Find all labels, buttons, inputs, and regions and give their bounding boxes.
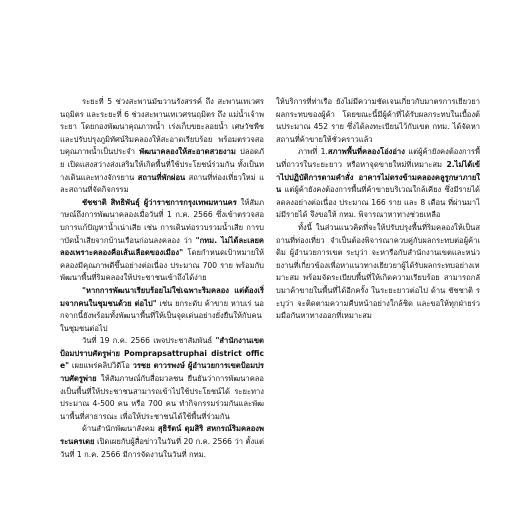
bold-text: "สำนักงานเขตป้อมปราบศัตรูพ่าย Pomprapsattruphai district office" <box>60 336 264 371</box>
left-column-paragraph <box>60 423 264 461</box>
body-text: วันที่ 19 ก.ค. 2566 เพจประชาสัมพันธ์ <box>82 336 216 346</box>
body-text: ให้สัมภาษณ์ถึงการพัฒนาคลองเมื่อวันที่ 1 ก.ค. 2566 ซึ่งเข้าตรวจสอบการแก้ปัญหาน้ำเน่าเสีย เช่น การเดินท่อรวบรวมน้ำเสีย การบำบัดน้ำเสียจากบ้านเรือนก่อนลงคลอง ว่า <box>60 197 264 245</box>
bold-text: สภาพพื้นที่คลองโอ่งอ่าง <box>327 147 405 157</box>
bold-text: สถานที่พักผ่อน <box>137 172 186 182</box>
right-text-column <box>276 96 480 468</box>
body-text: แต่ผู้ค้ายังคงต้องการพื้นที่ถาวรในระยะยาว หรือหาจุดขายใหม่ที่เหมาะสม <box>276 147 480 169</box>
body-text: ปลอดภัย เปิดแสงสว่างส่งเสริมให้เกิดพื้นที่ใช้ประโยชน์ร่วมกัน ทั้งเป็นทางเดินและทางจักรยาน <box>60 147 264 182</box>
bold-text: วรชย ตาวรพงษ์ ผู้อำนวยการเขตป้อมปราบศัตรูพ่าย <box>60 361 264 384</box>
body-text: สถานที่ท่องเที่ยวใหม่ และสถานที่จัดกิจกรรม <box>60 172 264 195</box>
body-text: ระยะที่ 5 ช่วงสะพานมัฆวานรังสรรค์ ถึง สะพานเทเวศรนฤมิตร และระยะที่ 6 ช่วงสะพานเทเวศรนฤมิตร ถึง แม่น้ำเจ้าพระยา โดยกองพัฒนาคุณภาพน้ำ เร่งเก็บขยะลอยน้ำ เศษวัชพืช และปรับปรุงภูมิทัศน์ริมคลองให้สะอาดเรียบร้อย พร้อมตรวจสอบคุณภาพน้ำเป็นประจำ <box>60 97 264 157</box>
left-column-paragraph <box>60 285 264 335</box>
left-column-paragraph <box>60 197 264 285</box>
body-text: โดยกำหนดเป้าหมายให้คลองมีคุณภาพดีขึ้นอย่างต่อเนื่อง ประมาณ 700 ราย พร้อมกับพัฒนาพื้นที่ริมคลองให้ประชาชนเข้าถึงได้ง่าย <box>60 248 264 283</box>
bold-text: "กทม. ไม่ได้ละเลยคลองเพราะคลองคือเส้นเลือดของเมือง" <box>60 235 264 258</box>
body-text: ให้บริการที่ท่าเรือ ยังไม่มีความชัดเจนเกี่ยวกับมาตรการเยียวยาผลกระทบของผู้ค้า โดยขณะนี้มีผู้ค้าที่ได้รับผลกระทบในเบื้องต้นประมาณ 452 ราย ซึ่งได้ลงทะเบียนไว้กับเขต กทม. ได้จัดหาสถานที่ค้าขายให้ชั่วคราวแล้ว <box>276 97 480 144</box>
right-column-paragraph <box>276 146 480 222</box>
bold-text: พัฒนาคลองให้สะอาดสวยงาม <box>139 147 236 157</box>
right-column-paragraph <box>276 222 480 323</box>
body-text: ทั้งนี้ ในส่วนแนวคิดที่จะให้ปรับปรุงพื้นที่ริมคลองให้เป็นสถานที่ท่องเที่ยว จำเป็นต้องพิจารณาควบคู่กับผลกระทบต่อผู้ค้าเดิม ผู้อำนวยการเขต ระบุว่า จะหารือกับสำนักงานเขตและหน่วยงานที่เกี่ยวข้องเพื่อหาแนวทางเยียวยาผู้ได้รับผลกระทบอย่างเหมาะสม พร้อมจัดระเบียบพื้นที่ให้เกิดความเรียบร้อย สามารถกลับมาค้าขายในพื้นที่ได้อีกครั้ง ในระยะยาวต่อไป ด้าน ชัชชาติ ระบุว่า จะติดตามความคืบหน้าอย่างใกล้ชิด และขอให้ทุกฝ่ายร่วมมือกันหาทางออกที่เหมาะสม <box>276 222 480 321</box>
body-text: ให้สัมภาษณ์กับสื่อมวลชน ยืนยันว่าการพัฒนาคลองเป็นพื้นที่ให้ประชาชนสามารถเข้าไปใช้ประโยชน์ได้ ระยะทางประมาณ 4-500 คน หรือ 700 คน ทำกิจกรรมร่วมกันและพัฒนาพื้นที่สาธารณะ เพื่อให้ประชาชนได้ใช้พื้นที่ร่วมกัน <box>60 374 264 421</box>
bold-text: สุธิรัตน์ ดุมสิริ สหกรณ์ริมคลองพระนครเดย <box>60 424 264 447</box>
body-text: เผยแพร่คลิปวิดีโอ <box>69 361 133 371</box>
bold-text: 2.ไม่ได้เข้าไปปฏิบัติการตามคำสั่ง อาคารไม่ตรงข้ามคลองคลูรูกษาภายใน <box>276 159 480 195</box>
body-text: ภาพที่ 1. <box>298 147 328 157</box>
body-text: เช่น ยกระดับ ค้าขาย หาบเร่ นอกจากนี้ยังพร้อมทั้งพัฒนาพื้นที่ให้เป็นจุดเด่นอย่างยั่งยืนให้กับคนในชุมชนต่อไป <box>60 298 264 333</box>
body-text: เปิดเผยกับผู้สื่อข่าวในวันที่ 20 ก.ค. 2566 ว่า ตั้งแต่วันที่ 1 ก.ค. 2566 มีการจัดงานในวันที่ กทม. <box>60 437 264 459</box>
left-text-column <box>60 96 264 510</box>
bold-text: "หากการพัฒนาเรียบร้อยไม่ใช่เฉพาะริมคลอง แต่ต้องเริ่มจากคนในชุมชนด้วย ต่อไป" <box>60 285 264 308</box>
bold-text: ชัชชาติ สิทธิพันธุ์ ผู้ว่าราชการกรุงเทพมหานคร <box>82 197 237 207</box>
body-text: แต่ผู้ค้ายังคงต้องการพื้นที่ค้าขายบริเวณใกล้เคียง ซึ่งมีรายได้ลดลงอย่างต่อเนื่อง ประมาณ 166 ราย และ 8 เดือน ที่ผ่านมาไม่มีรายได้ จึงขอให้ กทม. พิจารณาหาทางช่วยเหลือ <box>276 185 480 220</box>
right-column-paragraph <box>276 96 480 146</box>
left-column-paragraph <box>60 335 264 423</box>
body-text: ด้านสำนักพัฒนาสังคม <box>82 424 158 434</box>
left-column-paragraph <box>60 96 264 197</box>
